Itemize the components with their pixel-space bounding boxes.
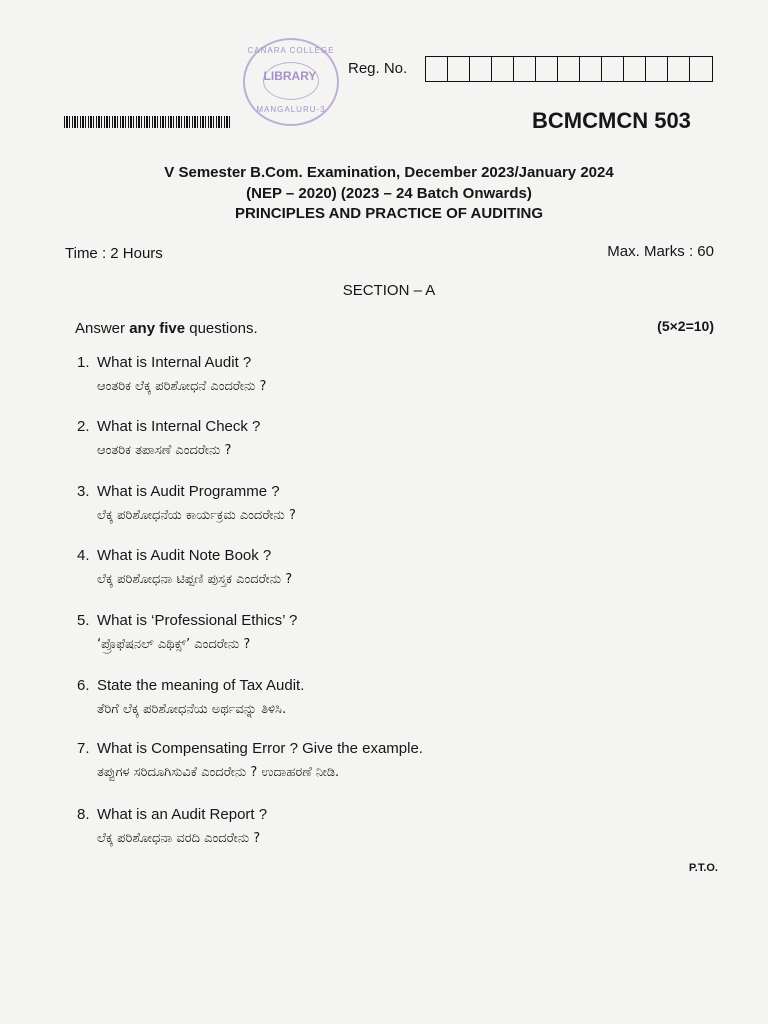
question-text-kn: ಆಂತರಿಕ ಲೆಕ್ಕ ಪರಿಶೋಧನೆ ಎಂದರೇನು ?: [97, 379, 267, 394]
barcode: [64, 116, 232, 128]
question-number: 1.: [77, 354, 90, 371]
question-text-kn: ತಪ್ಪುಗಳ ಸರಿದೂಗಿಸುವಿಕೆ ಎಂದರೇನು ? ಉದಾಹರಣೆ ನೀಡಿ.: [97, 765, 340, 780]
paper-code: BCMCMCN 503: [532, 108, 691, 133]
question-text-en: What is Compensating Error ? Give the example.: [97, 740, 423, 757]
reg-no-box: [558, 57, 580, 81]
reg-no-box: [580, 57, 602, 81]
question-number: 7.: [77, 740, 90, 757]
reg-no-box: [668, 57, 690, 81]
reg-no-box: [602, 57, 624, 81]
reg-no-boxes: [425, 56, 713, 82]
question-text-en: What is Internal Audit ?: [97, 354, 252, 371]
question-text-kn: ತೆರಿಗೆ ಲೆಕ್ಕ ಪರಿಶೋಧನೆಯ ಅರ್ಥವನ್ನು ತಿಳಿಸಿ.: [97, 702, 287, 717]
reg-no-box: [690, 57, 712, 81]
question-text-kn: ಆಂತರಿಕ ತಪಾಸಣೆ ಎಂದರೇನು ?: [97, 443, 232, 458]
question-text-en: What is Audit Programme ?: [97, 483, 280, 500]
question-4: [77, 547, 292, 587]
question-7: [77, 740, 423, 780]
reg-no-label: Reg. No.: [348, 60, 408, 77]
subject-title: PRINCIPLES AND PRACTICE OF AUDITING: [234, 205, 544, 222]
question-text-kn: ಲೆಕ್ಕ ಪರಿಶೋಧನಾ ಟಿಪ್ಪಣಿ ಪುಸ್ತಕ ಎಂದರೇನು ?: [97, 572, 293, 587]
question-5: [77, 612, 297, 652]
reg-no-box: [492, 57, 514, 81]
time-allowed: Time : 2 Hours: [65, 245, 163, 262]
question-6: [77, 677, 304, 717]
question-3: [77, 483, 296, 523]
question-number: 2.: [77, 418, 90, 435]
instruction: [75, 320, 258, 337]
reg-no-box: [624, 57, 646, 81]
max-marks: Max. Marks : 60: [607, 243, 714, 260]
question-text-en: What is ‘Professional Ethics’ ?: [97, 612, 298, 629]
reg-no-box: [646, 57, 668, 81]
question-text-kn: ಲೆಕ್ಕ ಪರಿಶೋಧನೆಯ ಕಾರ್ಯಕ್ರಮ ಎಂದರೇನು ?: [97, 508, 296, 523]
reg-no-box: [470, 57, 492, 81]
reg-no-box: [448, 57, 470, 81]
reg-no-box: [514, 57, 536, 81]
question-number: 4.: [77, 547, 90, 564]
question-number: 8.: [77, 806, 90, 823]
reg-no-box: [536, 57, 558, 81]
question-2: [77, 418, 260, 458]
question-text-en: What is an Audit Report ?: [97, 806, 268, 823]
pto-note: P.T.O.: [688, 862, 718, 874]
question-8: [77, 806, 267, 846]
question-text-en: State the meaning of Tax Audit.: [97, 677, 305, 694]
marks-scheme: (5×2=10): [657, 318, 714, 334]
instruction-suffix: questions.: [185, 320, 258, 337]
section-heading: SECTION – A: [342, 282, 436, 299]
instruction-bold: any five: [129, 320, 186, 337]
question-text-kn: ‘ಪ್ರೊಫೆಷನಲ್ ಎಥಿಕ್ಸ್’ ಎಂದರೇನು ?: [97, 637, 251, 652]
question-number: 5.: [77, 612, 90, 629]
exam-scheme-line: (NEP – 2020) (2023 – 24 Batch Onwards): [246, 185, 532, 202]
instruction-prefix: Answer: [75, 320, 130, 337]
library-stamp: [243, 38, 339, 126]
stamp-label: LIBRARY: [263, 69, 317, 83]
exam-title: V Semester B.Com. Examination, December 2023/January 2024: [164, 164, 614, 181]
stamp-top-text: CANARA COLLEGE: [247, 46, 335, 55]
question-number: 3.: [77, 483, 90, 500]
question-text-kn: ಲೆಕ್ಕ ಪರಿಶೋಧನಾ ವರದಿ ಎಂದರೇನು ?: [97, 831, 261, 846]
question-text-en: What is Internal Check ?: [97, 418, 261, 435]
question-number: 6.: [77, 677, 90, 694]
reg-no-box: [426, 57, 448, 81]
question-1: [77, 354, 266, 394]
question-text-en: What is Audit Note Book ?: [97, 547, 272, 564]
stamp-bottom-text: MANGALURU-3: [256, 105, 326, 114]
